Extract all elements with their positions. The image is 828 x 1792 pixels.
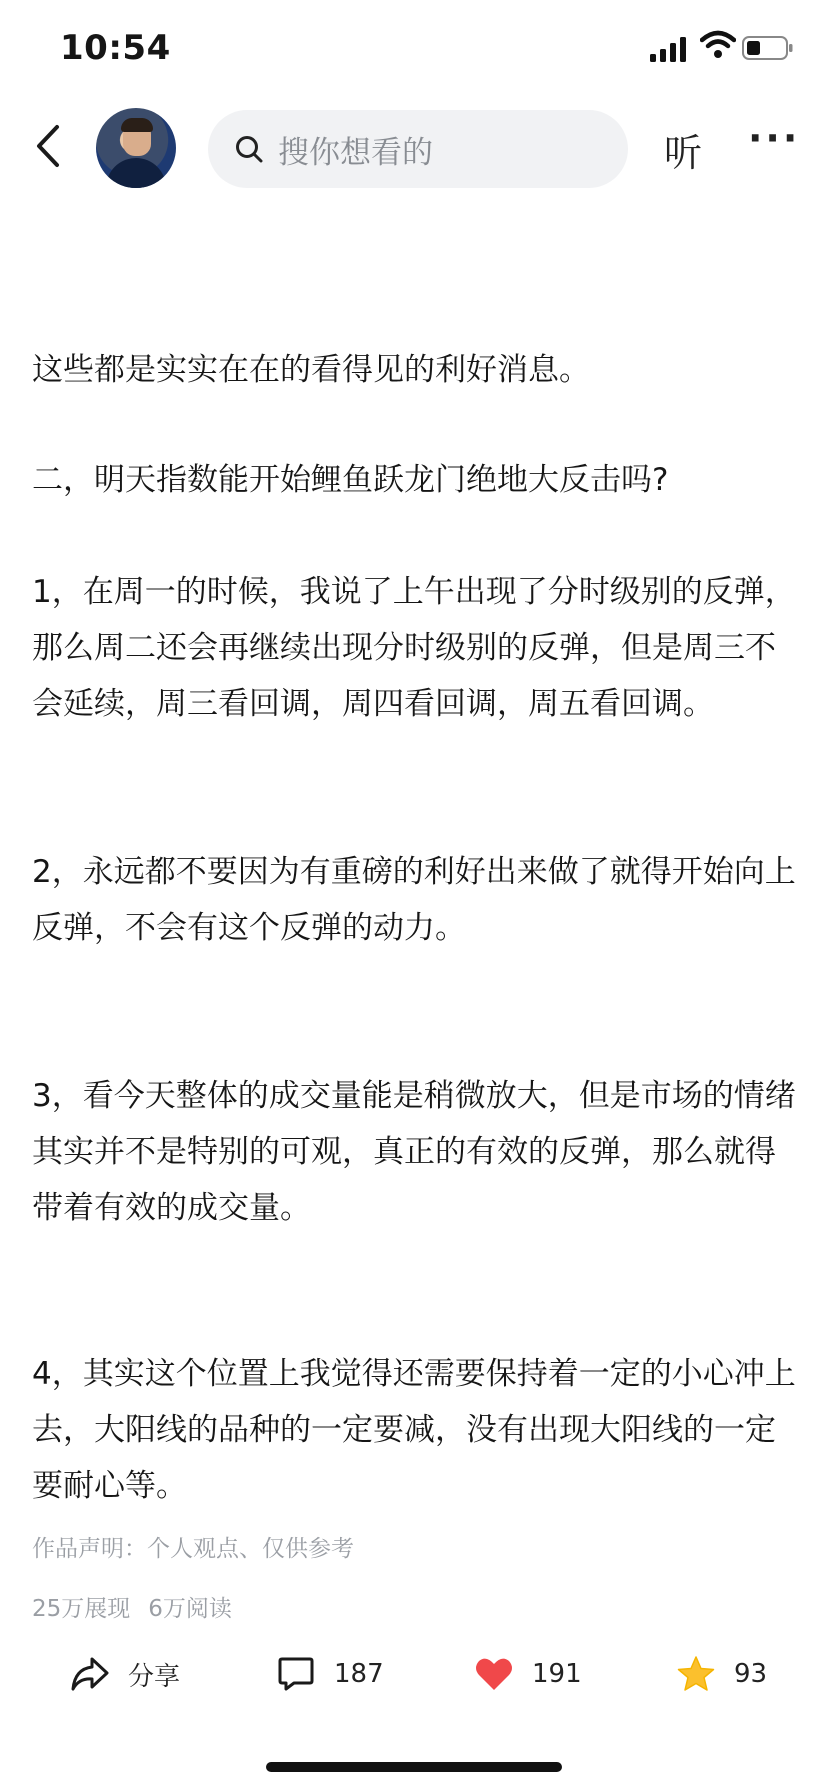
author-avatar[interactable]: [96, 108, 176, 188]
more-button[interactable]: ···: [748, 116, 801, 160]
article-paragraph: 1，在周一的时候，我说了上午出现了分时级别的反弹，那么周二还会再继续出现分时级别的反弹，但是周三不会延续，周三看回调，周四看回调，周五看回调。: [32, 574, 796, 722]
search-input[interactable]: [208, 110, 628, 188]
article-paragraph: 2，永远都不要因为有重磅的利好出来做了就得开始向上反弹，不会有这个反弹的动力。: [32, 854, 796, 946]
search-placeholder: 搜你想看的: [278, 134, 433, 171]
status-bar: [0, 0, 828, 96]
home-indicator[interactable]: [266, 1762, 562, 1772]
back-button[interactable]: [28, 118, 68, 174]
like-button[interactable]: [474, 1654, 582, 1694]
like-count: 191: [532, 1659, 582, 1689]
star-icon: [676, 1654, 716, 1694]
battery-icon: [742, 36, 794, 60]
share-button[interactable]: [70, 1654, 180, 1694]
listen-button[interactable]: 听: [664, 131, 703, 175]
heart-icon: [474, 1654, 514, 1694]
comment-count: 187: [334, 1659, 384, 1689]
search-icon: [232, 132, 266, 166]
cellular-signal-icon: [650, 36, 688, 62]
comment-button[interactable]: [276, 1654, 384, 1694]
chevron-left-icon: [35, 124, 61, 168]
favorite-button[interactable]: [676, 1654, 767, 1694]
wifi-icon: [700, 30, 736, 60]
article-paragraph: 这些都是实实在在的看得见的利好消息。: [32, 352, 590, 388]
article-paragraph: 二，明天指数能开始鲤鱼跃龙门绝地大反击吗?: [32, 462, 669, 498]
favorite-count: 93: [734, 1659, 768, 1689]
action-bar: [0, 1640, 828, 1714]
share-label: 分享: [128, 1661, 181, 1692]
status-time: 10:54: [60, 28, 171, 68]
reads-count: 6万阅读: [148, 1596, 232, 1622]
article-paragraph: 3，看今天整体的成交量能是稍微放大，但是市场的情绪其实并不是特别的可观，真正的有效的反弹，那么就得带着有效的成交量。: [32, 1078, 796, 1226]
share-icon: [70, 1654, 110, 1694]
view-stats: [32, 1590, 232, 1623]
comment-icon: [276, 1654, 316, 1694]
impressions-count: 25万展现: [32, 1596, 131, 1622]
article-paragraph: 4，其实这个位置上我觉得还需要保持着一定的小心冲上去，大阳线的品种的一定要减，没有出现大阳线的一定要耐心等。: [32, 1356, 796, 1504]
content-statement: 作品声明：个人观点、仅供参考: [32, 1536, 354, 1562]
nav-bar: [0, 96, 828, 200]
